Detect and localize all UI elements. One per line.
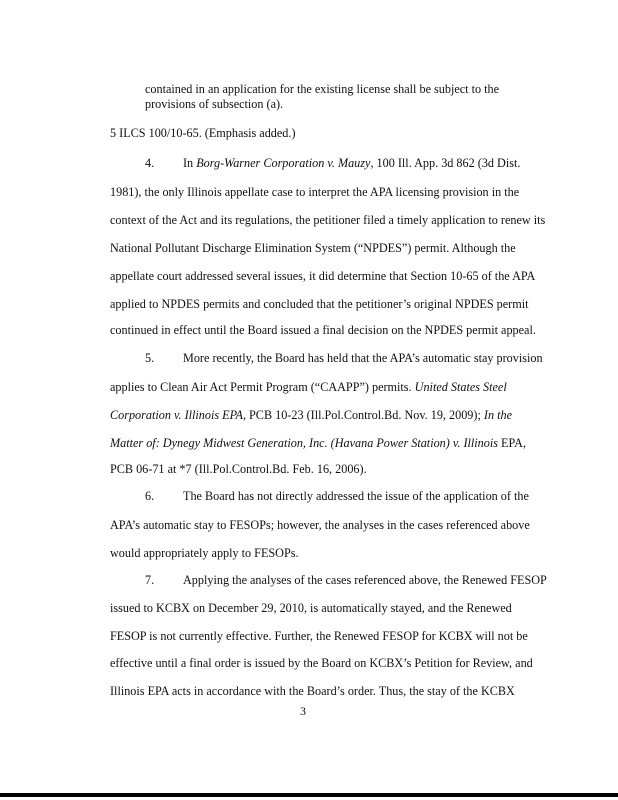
paragraph-number: 4. bbox=[145, 156, 155, 170]
paragraph-6-line: would appropriately apply to FESOPs. bbox=[110, 546, 299, 560]
text-run: , PCB 10-23 (Ill.Pol.Control.Bd. Nov. 19, 2009); bbox=[242, 408, 484, 422]
paragraph-number: 5. bbox=[145, 351, 155, 365]
case-name: Corporation v. Illinois EPA bbox=[110, 408, 243, 422]
paragraph-7-line bbox=[145, 573, 547, 587]
text-run: The Board has not directly addressed the issue of the application of the bbox=[183, 489, 529, 503]
paragraph-5-line bbox=[110, 408, 512, 422]
paragraph-4-line: National Pollutant Discharge Elimination System (“NPDES”) permit. Although the bbox=[110, 241, 516, 255]
page-number: 3 bbox=[300, 704, 306, 718]
statute-citation: 5 ILCS 100/10-65. (Emphasis added.) bbox=[110, 126, 296, 140]
paragraph-4-line: 1981), the only Illinois appellate case to interpret the APA licensing provision in the bbox=[110, 185, 520, 199]
paragraph-number: 6. bbox=[145, 489, 155, 503]
paragraph-5-line: PCB 06-71 at *7 (Ill.Pol.Control.Bd. Feb. 16, 2006). bbox=[110, 462, 367, 476]
paragraph-7-line: Illinois EPA acts in accordance with the Board’s order. Thus, the stay of the KCBX bbox=[110, 684, 515, 698]
block-quote-line: contained in an application for the existing license shall be subject to the bbox=[145, 82, 500, 96]
text-run: More recently, the Board has held that the APA’s automatic stay provision bbox=[183, 351, 543, 365]
paragraph-4-line: context of the Act and its regulations, the petitioner filed a timely application to renew its bbox=[110, 213, 546, 227]
case-name: Matter of: Dynegy Midwest Generation, Inc. (Havana Power Station) v. Illinois bbox=[110, 436, 498, 450]
case-name: In the bbox=[483, 408, 512, 422]
paragraph-5-line bbox=[110, 436, 526, 450]
paragraph-7-line: effective until a final order is issued by the Board on KCBX’s Petition for Review, and bbox=[110, 656, 533, 670]
scan-edge-rule bbox=[0, 793, 618, 797]
paragraph-5-line bbox=[110, 380, 507, 394]
paragraph-number: 7. bbox=[145, 573, 155, 587]
paragraph-4-line: applied to NPDES permits and concluded that the petitioner’s original NPDES permit bbox=[110, 297, 529, 311]
block-quote-line: provisions of subsection (a). bbox=[145, 97, 284, 111]
text-run: , 100 Ill. App. 3d 862 (3d Dist. bbox=[370, 156, 521, 170]
text-run: In bbox=[183, 156, 197, 170]
case-name: Borg-Warner Corporation v. Mauzy bbox=[196, 156, 371, 170]
text-run: EPA, bbox=[498, 436, 526, 450]
paragraph-4-line: continued in effect until the Board issued a final decision on the NPDES permit appeal. bbox=[110, 323, 536, 337]
case-name: United States Steel bbox=[414, 380, 507, 394]
text-run: applies to Clean Air Act Permit Program (“CAAPP”) permits. bbox=[110, 380, 415, 394]
paragraph-7-line: FESOP is not currently effective. Further, the Renewed FESOP for KCBX will not be bbox=[110, 629, 528, 643]
paragraph-5-line bbox=[145, 351, 543, 365]
paragraph-6-line bbox=[145, 489, 529, 503]
paragraph-4-line bbox=[145, 156, 520, 170]
paragraph-4-line: appellate court addressed several issues, it did determine that Section 10-65 of the APA bbox=[110, 269, 536, 283]
paragraph-6-line: APA’s automatic stay to FESOPs; however, the analyses in the cases referenced above bbox=[110, 518, 530, 532]
text-run: Applying the analyses of the cases referenced above, the Renewed FESOP bbox=[183, 573, 547, 587]
paragraph-7-line: issued to KCBX on December 29, 2010, is automatically stayed, and the Renewed bbox=[110, 601, 512, 615]
